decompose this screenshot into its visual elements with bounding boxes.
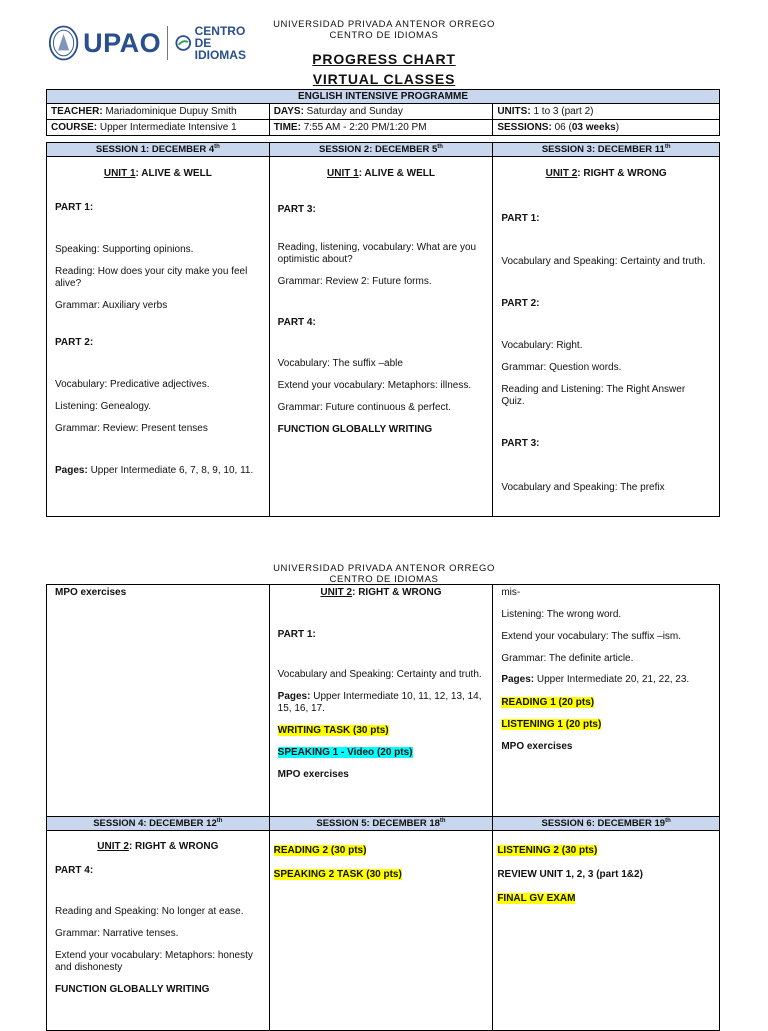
- part-heading: PART 4:: [55, 865, 94, 876]
- lesson-item: Grammar: Future continuous & perfect.: [277, 402, 452, 413]
- lesson-item: Vocabulary: The suffix –able: [277, 358, 403, 369]
- lesson-item: mis-: [501, 587, 521, 598]
- session-1-content: [47, 157, 270, 517]
- teacher-cell: TEACHER: Mariadominique Dupuy Smith: [47, 104, 270, 120]
- session-5-content: [269, 831, 493, 1031]
- speaking-1-task: SPEAKING 1 - Video (20 pts): [277, 747, 413, 758]
- course-info-table: [46, 89, 720, 136]
- unit-heading: UNIT 1: ALIVE & WELL: [327, 168, 435, 179]
- lesson-item: Extend your vocabulary: Metaphors: honesty and dishonesty: [55, 950, 253, 973]
- course-cell: COURSE: Upper Intermediate Intensive 1: [47, 120, 270, 136]
- lesson-item: Extend your vocabulary: Metaphors: illness.: [277, 380, 472, 391]
- pages-reference: Pages: Upper Intermediate 20, 21, 22, 23.: [501, 674, 690, 685]
- page-subtitle: VIRTUAL CLASSES: [312, 71, 456, 87]
- session-1-header: SESSION 1: DECEMBER 4th: [47, 143, 270, 157]
- university-name-page-2: UNIVERSIDAD PRIVADA ANTENOR ORREGO: [273, 563, 495, 574]
- pages-reference: Pages: Upper Intermediate 6, 7, 8, 9, 10, 11.: [55, 465, 254, 476]
- reading-1-task: READING 1 (20 pts): [501, 697, 595, 708]
- lesson-item: Vocabulary and Speaking: The prefix: [501, 482, 665, 493]
- lesson-item: Grammar: Auxiliary verbs: [55, 300, 168, 311]
- lesson-item: Extend your vocabulary: The suffix –ism.: [501, 631, 682, 642]
- part-heading: PART 1:: [55, 202, 94, 213]
- centro-idiomas-logo-text: CENTRO DE IDIOMAS: [194, 24, 246, 62]
- writing-task: WRITING TASK (30 pts): [277, 725, 389, 736]
- lesson-item: Reading, listening, vocabulary: What are you optimistic about?: [277, 242, 477, 265]
- part-heading: PART 1:: [277, 629, 316, 640]
- lesson-item: Reading and Speaking: No longer at ease.: [55, 906, 244, 917]
- part-heading: PART 3:: [501, 438, 540, 449]
- sessions-cell: SESSIONS: 06 (03 weeks): [493, 120, 720, 136]
- unit-heading: UNIT 2: RIGHT & WRONG: [97, 841, 219, 852]
- units-cell: UNITS: 1 to 3 (part 2): [493, 104, 720, 120]
- session-6-header: SESSION 6: DECEMBER 19th: [493, 817, 720, 831]
- unit-heading: UNIT 2: RIGHT & WRONG: [320, 587, 442, 598]
- part-heading: PART 3:: [277, 204, 316, 215]
- lesson-item: Speaking: Supporting opinions.: [55, 244, 194, 255]
- mpo-exercises: MPO exercises: [501, 741, 573, 752]
- session-3-content: [493, 157, 720, 517]
- upao-logo-text: UPAO: [83, 27, 162, 58]
- university-name: UNIVERSIDAD PRIVADA ANTENOR ORREGO: [273, 19, 495, 30]
- review-units: REVIEW UNIT 1, 2, 3 (part 1&2): [497, 869, 643, 880]
- continuation-col-1: [47, 585, 270, 817]
- lesson-item: Listening: Genealogy.: [55, 401, 151, 412]
- lesson-item: Vocabulary and Speaking: Certainty and truth.: [501, 256, 706, 267]
- lesson-item: Vocabulary: Predicative adjectives.: [55, 379, 210, 390]
- part-heading: PART 2:: [501, 298, 540, 309]
- function-globally-writing: FUNCTION GLOBALLY WRITING: [55, 984, 210, 995]
- part-heading: PART 2:: [55, 337, 94, 348]
- final-exam: FINAL GV EXAM: [497, 893, 576, 904]
- lesson-item: Grammar: The definite article.: [501, 653, 634, 664]
- page-title: PROGRESS CHART: [312, 51, 456, 67]
- function-globally-writing: FUNCTION GLOBALLY WRITING: [277, 424, 433, 435]
- listening-1-task: LISTENING 1 (20 pts): [501, 719, 602, 730]
- part-heading: PART 4:: [277, 317, 316, 328]
- days-cell: DAYS: Saturday and Sunday: [269, 104, 493, 120]
- time-cell: TIME: 7:55 AM - 2:20 PM/1:20 PM: [269, 120, 493, 136]
- lesson-item: Vocabulary and Speaking: Certainty and truth.: [277, 669, 482, 680]
- mpo-exercises: MPO exercises: [55, 587, 127, 598]
- programme-header: ENGLISH INTENSIVE PROGRAMME: [47, 90, 720, 104]
- centre-name-page-2: CENTRO DE IDIOMAS: [329, 574, 439, 585]
- session-4-header: SESSION 4: DECEMBER 12th: [47, 817, 270, 831]
- sessions-table-page-1: [46, 142, 720, 517]
- lesson-item: Grammar: Review: Present tenses: [55, 423, 208, 434]
- speaking-2-task: SPEAKING 2 TASK (30 pts): [273, 869, 402, 880]
- continuation-col-2: [269, 585, 493, 817]
- lesson-item: Reading: How does your city make you feel alive?: [55, 266, 248, 289]
- lesson-item: Vocabulary: Right.: [501, 340, 583, 351]
- session-5-header: SESSION 5: DECEMBER 18th: [269, 817, 493, 831]
- lesson-item: Grammar: Narrative tenses.: [55, 928, 179, 939]
- session-2-content: [269, 157, 493, 517]
- lesson-item: Grammar: Review 2: Future forms.: [277, 276, 432, 287]
- session-4-content: [47, 831, 270, 1031]
- unit-heading: UNIT 2: RIGHT & WRONG: [545, 168, 667, 179]
- lesson-item: Grammar: Question words.: [501, 362, 622, 373]
- centre-name: CENTRO DE IDIOMAS: [329, 30, 439, 41]
- continuation-col-3: [493, 585, 720, 817]
- reading-2-task: READING 2 (30 pts): [273, 845, 367, 856]
- lesson-item: Listening: The wrong word.: [501, 609, 622, 620]
- listening-2-task: LISTENING 2 (30 pts): [497, 845, 598, 856]
- session-2-header: SESSION 2: DECEMBER 5th: [269, 143, 493, 157]
- pages-reference: Pages: Upper Intermediate 10, 11, 12, 13, 14, 15, 16, 17.: [277, 691, 482, 714]
- unit-heading: UNIT 1: ALIVE & WELL: [103, 168, 212, 179]
- lesson-item: Reading and Listening: The Right Answer Quiz.: [501, 384, 686, 407]
- part-heading: PART 1:: [501, 213, 540, 224]
- sessions-table-page-2: [46, 584, 720, 1031]
- session-6-content: [493, 831, 720, 1031]
- session-3-header: SESSION 3: DECEMBER 11th: [493, 143, 720, 157]
- mpo-exercises: MPO exercises: [277, 769, 349, 780]
